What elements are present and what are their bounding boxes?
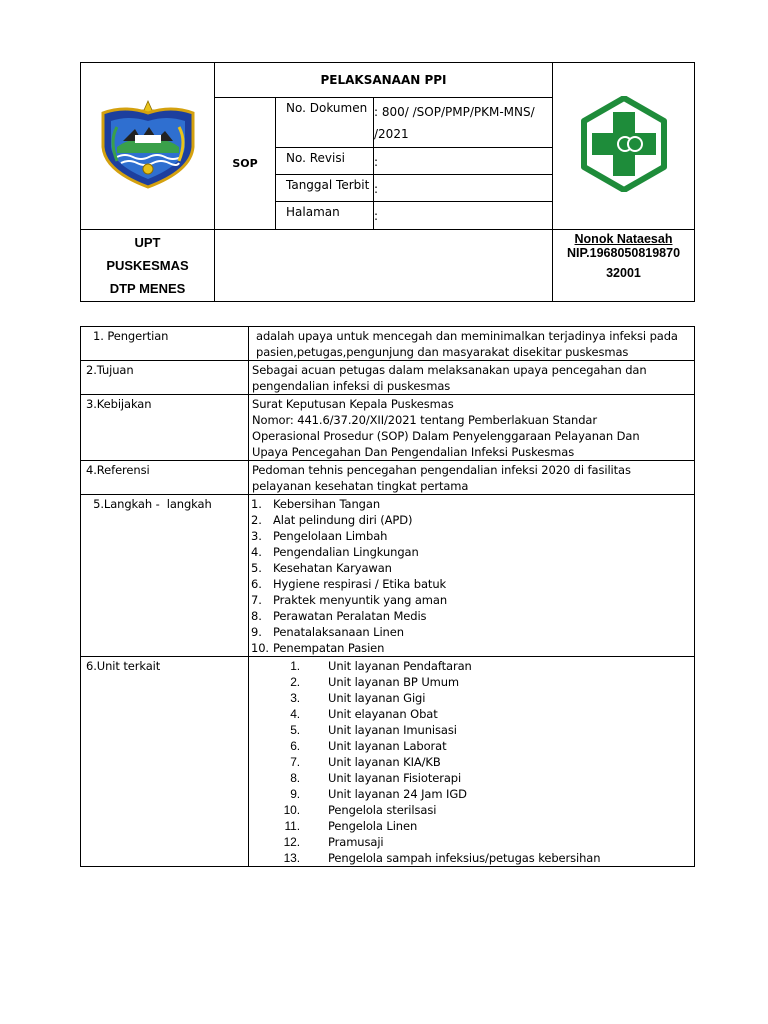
list-item: 10. Penempatan Pasien — [251, 641, 385, 655]
kebijakan-line: Surat Keputusan Kepala Puskesmas — [252, 397, 454, 411]
kebijakan-label: 3.Kebijakan — [81, 395, 249, 461]
list-item: 7. Unit layanan KIA/KB — [290, 755, 441, 769]
page-value: : — [374, 202, 553, 230]
doc-number-label: No. Dokumen — [276, 98, 374, 148]
list-item: 5. Unit layanan Imunisasi — [290, 723, 457, 737]
list-item: 13. Pengelola sampah infeksius/petugas kebersihan — [283, 851, 601, 865]
tujuan-label: 2.Tujuan — [81, 361, 249, 395]
document-title: PELAKSANAAN PPI — [215, 63, 553, 98]
list-item: 12. Pramusaji — [283, 835, 384, 849]
kebijakan-line: Nomor: 441.6/37.20/XII/2021 tentang Pemberlakuan Standar — [252, 413, 598, 427]
issue-date-label: Tanggal Terbit — [276, 175, 374, 202]
unit-list — [252, 658, 691, 866]
list-item: 4. Unit elayanan Obat — [290, 707, 438, 721]
puskesmas-logo-icon — [576, 96, 672, 192]
list-item: 8. Unit layanan Fisioterapi — [290, 771, 462, 785]
pengertian-text: adalah upaya untuk mencegah dan meminimalkan terjadinya infeksi pada pasien,petugas,pengunjung dan masyarakat disekitar puskesmas — [249, 327, 695, 361]
langkah-list-cell — [249, 495, 695, 657]
row-kebijakan — [81, 395, 695, 461]
list-item: 8. Perawatan Peralatan Medis — [251, 609, 427, 623]
page-label: Halaman — [276, 202, 374, 230]
list-item: 9. Unit layanan 24 Jam IGD — [290, 787, 467, 801]
pengertian-label: 1. Pengertian — [81, 327, 249, 361]
list-item: 1. Unit layanan Pendaftaran — [290, 659, 472, 673]
row-unit-terkait — [81, 657, 695, 867]
revision-label: No. Revisi — [276, 148, 374, 175]
revision-value: : — [374, 148, 553, 175]
list-item: 6. Hygiene respirasi / Etika batuk — [251, 577, 447, 591]
list-item: 9. Penatalaksanaan Linen — [251, 625, 404, 639]
org-line-1: UPT — [134, 235, 161, 250]
org-line-3: DTP MENES — [109, 281, 186, 296]
left-logo-cell — [81, 63, 215, 230]
unit-label: 6.Unit terkait — [81, 657, 249, 867]
empty-cell — [215, 230, 553, 302]
list-item: 6. Unit layanan Laborat — [290, 739, 447, 753]
referensi-text: Pedoman tehnis pencegahan pengendalian infeksi 2020 di fasilitas pelayanan kesehatan tingkat pertama — [249, 461, 695, 495]
tujuan-text: Sebagai acuan petugas dalam melaksanakan upaya pencegahan dan pengendalian infeksi di puskesmas — [249, 361, 695, 395]
list-item: 2. Unit layanan BP Umum — [290, 675, 460, 689]
row-referensi — [81, 461, 695, 495]
sop-content-table — [80, 326, 695, 867]
list-item: 5. Kesehatan Karyawan — [251, 561, 392, 575]
list-item: 4. Pengendalian Lingkungan — [251, 545, 419, 559]
issue-date-value: : — [374, 175, 553, 202]
signature-block — [553, 230, 695, 302]
sop-label: SOP — [215, 98, 276, 230]
list-item: 2. Alat pelindung diri (APD) — [251, 513, 413, 527]
kebijakan-line: Operasional Prosedur (SOP) Dalam Penyelenggaraan Pelayanan Dan — [252, 429, 640, 443]
sop-header-table — [80, 62, 695, 302]
kebijakan-text — [249, 395, 695, 461]
organization-name — [81, 230, 215, 302]
signer-nip-1: NIP.1968050819870 — [566, 246, 681, 260]
signer-name: Nonok Nataesah — [574, 232, 673, 246]
list-item: 3. Unit layanan Gigi — [290, 691, 426, 705]
list-item: 3. Pengelolaan Limbah — [251, 529, 388, 543]
list-item: 7. Praktek menyuntik yang aman — [251, 593, 448, 607]
langkah-label: 5.Langkah - langkah — [81, 495, 249, 657]
right-logo-cell — [553, 63, 695, 230]
row-langkah — [81, 495, 695, 657]
signer-nip-2: 32001 — [606, 266, 641, 280]
doc-number-value: : 800/ /SOP/PMP/PKM-MNS/ /2021 — [374, 98, 553, 148]
referensi-label: 4.Referensi — [81, 461, 249, 495]
org-line-2: PUSKESMAS — [106, 258, 189, 273]
district-emblem-icon — [95, 99, 201, 189]
list-item: 1. Kebersihan Tangan — [251, 497, 381, 511]
list-item: 10. Pengelola sterilsasi — [283, 803, 437, 817]
row-pengertian — [81, 327, 695, 361]
list-item: 11. Pengelola Linen — [284, 819, 418, 833]
row-tujuan — [81, 361, 695, 395]
langkah-list — [251, 496, 691, 656]
unit-list-cell — [249, 657, 695, 867]
kebijakan-line: Upaya Pencegahan Dan Pengendalian Infeksi Puskesmas — [252, 445, 575, 459]
